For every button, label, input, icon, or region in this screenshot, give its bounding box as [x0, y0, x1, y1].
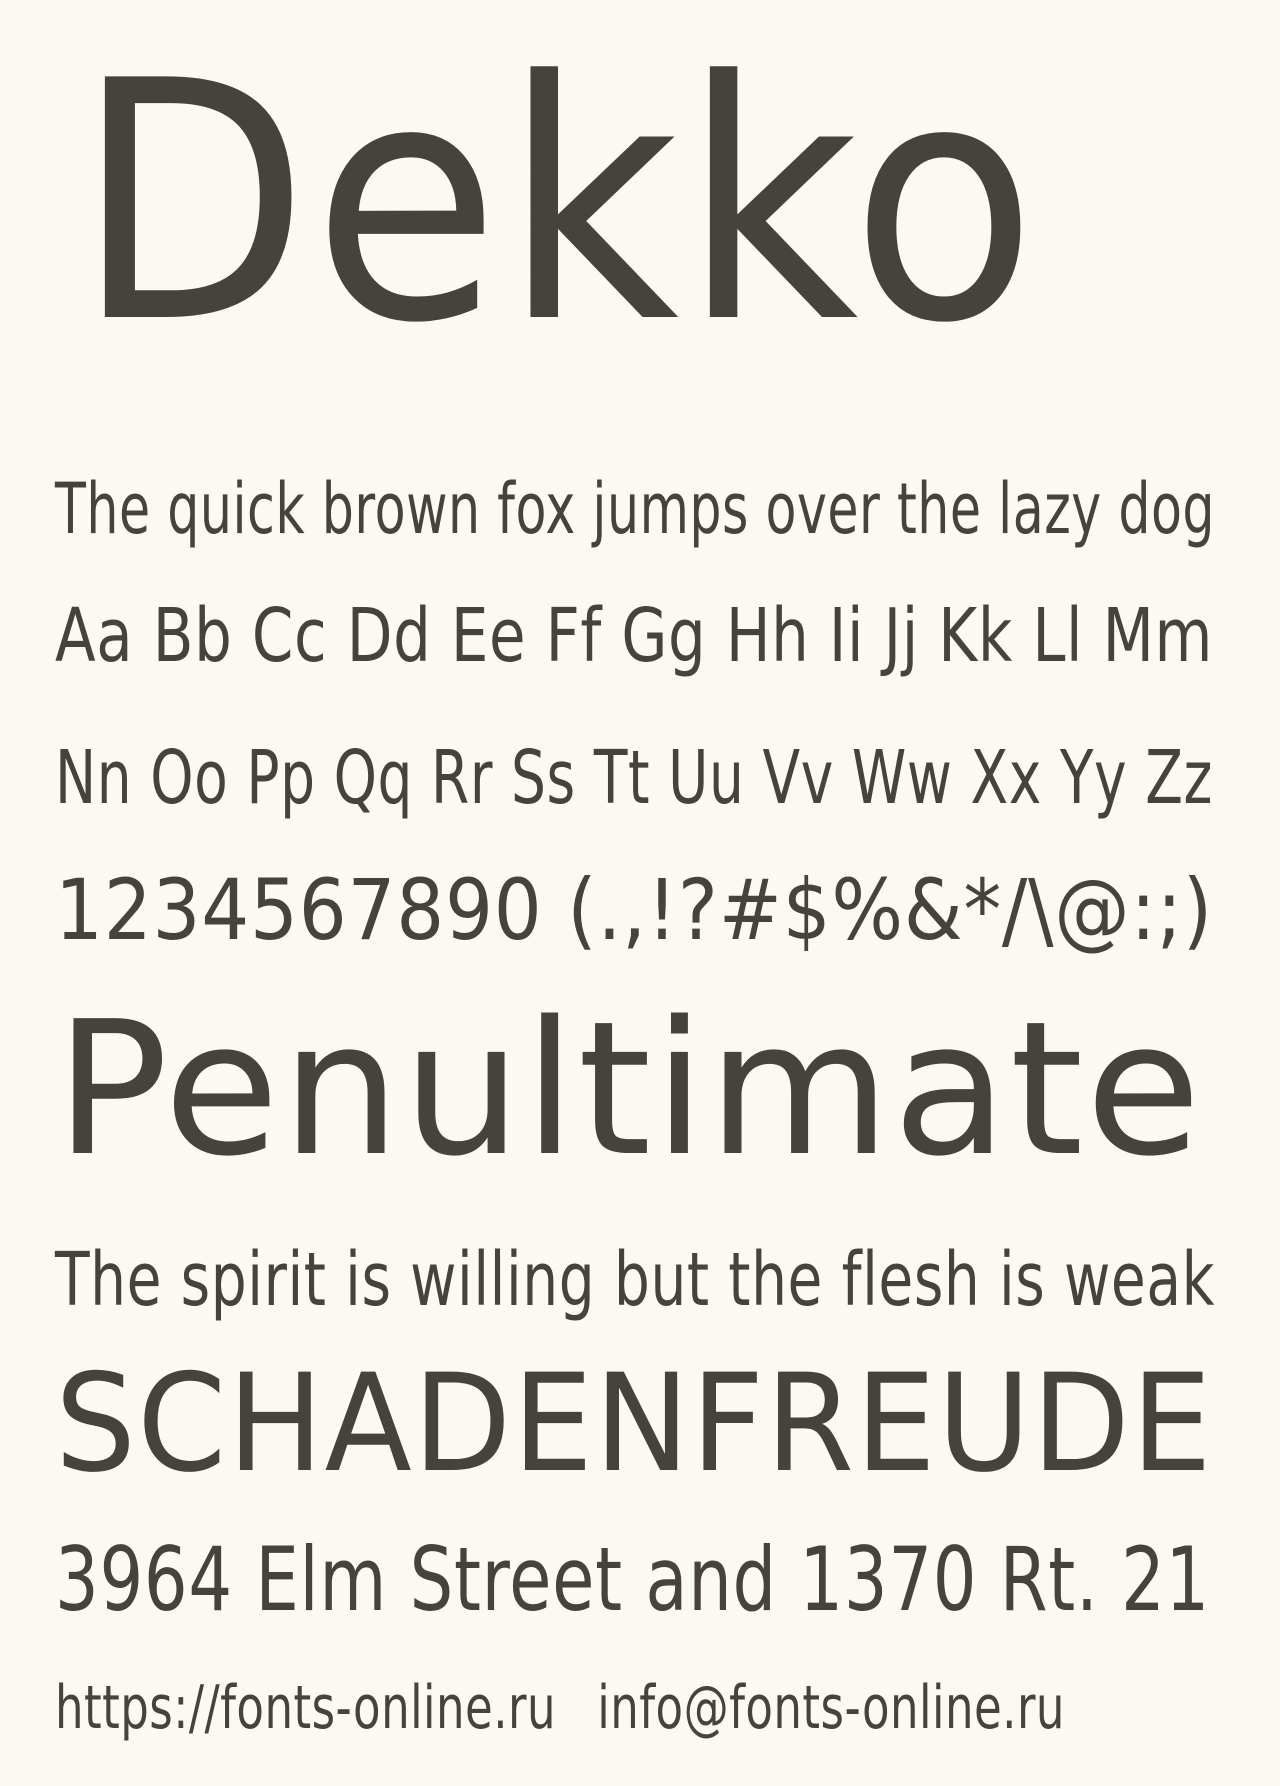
alphabet-row-1	[55, 593, 1280, 679]
site-url-text: https://fonts-online.ru	[55, 1673, 556, 1743]
large-word-sample-text: Penultimate	[55, 981, 1203, 1197]
email-text: info@fonts-online.ru	[597, 1673, 1065, 1743]
alphabet-row-2	[55, 735, 1280, 821]
footer	[55, 1673, 1280, 1743]
pangram-sample	[55, 468, 1280, 550]
sentence-sample	[55, 1237, 1280, 1323]
numerals-symbols-sample	[55, 861, 1280, 959]
address-number-sample	[55, 1528, 1280, 1631]
footer-row	[55, 1673, 1065, 1743]
alphabet-row-1-text: Aa Bb Cc Dd Ee Ff Gg Hh Ii Jj Kk Ll Mm	[55, 593, 1213, 679]
numerals-symbols-sample-text: 1234567890 (.,!?#$%&*/\@:;)	[55, 861, 1213, 959]
uppercase-word-sample-text: SCHADENFREUDE	[55, 1345, 1213, 1502]
font-name-title-text: Dekko	[75, 11, 1041, 395]
large-word-sample	[55, 981, 1203, 1197]
alphabet-row-2-text: Nn Oo Pp Qq Rr Ss Tt Uu Vv Ww Xx Yy Zz	[55, 735, 1213, 821]
font-name-title	[75, 11, 1121, 395]
sentence-sample-text: The spirit is willing but the flesh is weak	[55, 1237, 1215, 1323]
pangram-sample-text: The quick brown fox jumps over the lazy dog	[55, 468, 1216, 550]
address-number-sample-text: 3964 Elm Street and 1370 Rt. 21	[55, 1528, 1210, 1631]
uppercase-word-sample	[55, 1345, 1280, 1502]
